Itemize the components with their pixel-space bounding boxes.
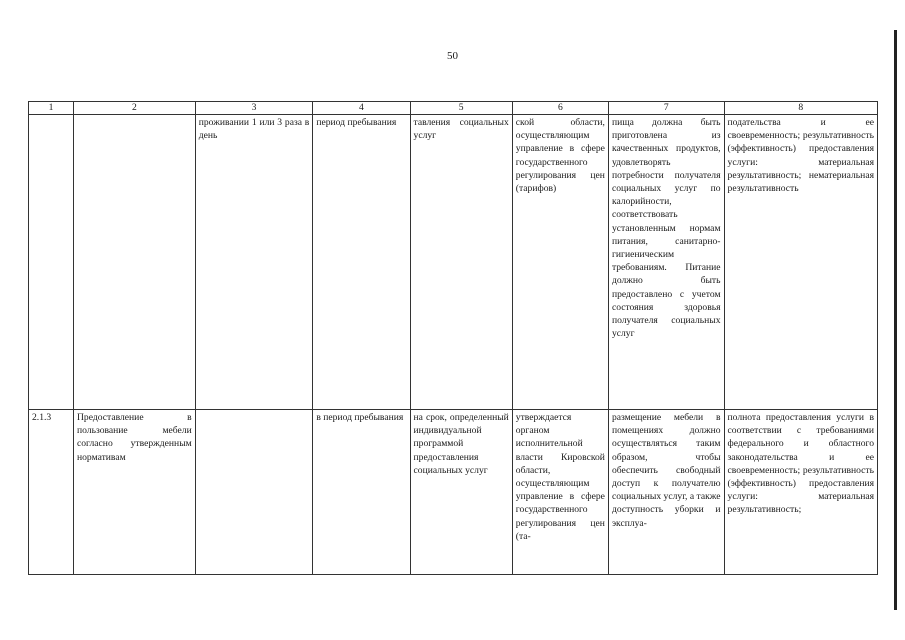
column-header: 7 — [608, 102, 724, 115]
page-edge-rule — [894, 30, 897, 610]
quality-requirements-cell: размещение мебели в помещениях должно осуществляться таким образом, чтобы обеспечить свободный доступ к получателю социальных услуг, а также доступность уборки и эксплуа- — [608, 410, 724, 575]
column-header: 4 — [313, 102, 410, 115]
column-header: 8 — [724, 102, 877, 115]
service-name-cell — [74, 115, 196, 410]
deadline-cell: в период пребывания — [313, 410, 410, 575]
column-header: 5 — [410, 102, 512, 115]
page-number: 50 — [447, 50, 458, 62]
services-table — [28, 101, 878, 575]
quality-requirements-cell: пища должна быть приготовлена из качественных продуктов, удовлетворять потребности получателя социальных услуг по калорийности, соответствовать установленным нормам питания, санитарно-гигиеническим требованиям. Питание должно быть предоставлено с учетом состояния здоровья получателя социальных услуг — [608, 115, 724, 410]
column-header: 6 — [512, 102, 608, 115]
column-number-row — [29, 102, 878, 115]
table-row — [29, 410, 878, 575]
evaluation-criteria-cell: полнота предоставления услуги в соответствии с требованиями федерального и областного законодательства и ее своевременность; результативность (эффективность) предоставления услуги: материальная результативность; — [724, 410, 877, 575]
tariff-cell: ской области, осуществляющим управление в сфере государственного регулирования цен (тарифов) — [512, 115, 608, 410]
volume-cell — [195, 410, 313, 575]
column-header: 3 — [195, 102, 313, 115]
row-number-cell — [29, 115, 74, 410]
deadline-cell: период пребывания — [313, 115, 410, 410]
column-header: 1 — [29, 102, 74, 115]
row-number-cell: 2.1.3 — [29, 410, 74, 575]
tariff-cell: утверждается органом исполнительной власти Кировской области, осуществляющим управление в сфере государственного регулирования цен (та- — [512, 410, 608, 575]
provision-term-cell: тавления социальных услуг — [410, 115, 512, 410]
provision-term-cell: на срок, определенный индивидуальной программой предоставления социальных услуг — [410, 410, 512, 575]
volume-cell: проживании 1 или 3 раза в день — [195, 115, 313, 410]
column-header: 2 — [74, 102, 196, 115]
service-name-cell: Предоставление в пользование мебели согласно утвержденным нормативам — [74, 410, 196, 575]
table-row — [29, 115, 878, 410]
evaluation-criteria-cell: подательства и ее своевременность; результативность (эффективность) предоставления услуги: материальная результативность; нематериальная результативность — [724, 115, 877, 410]
